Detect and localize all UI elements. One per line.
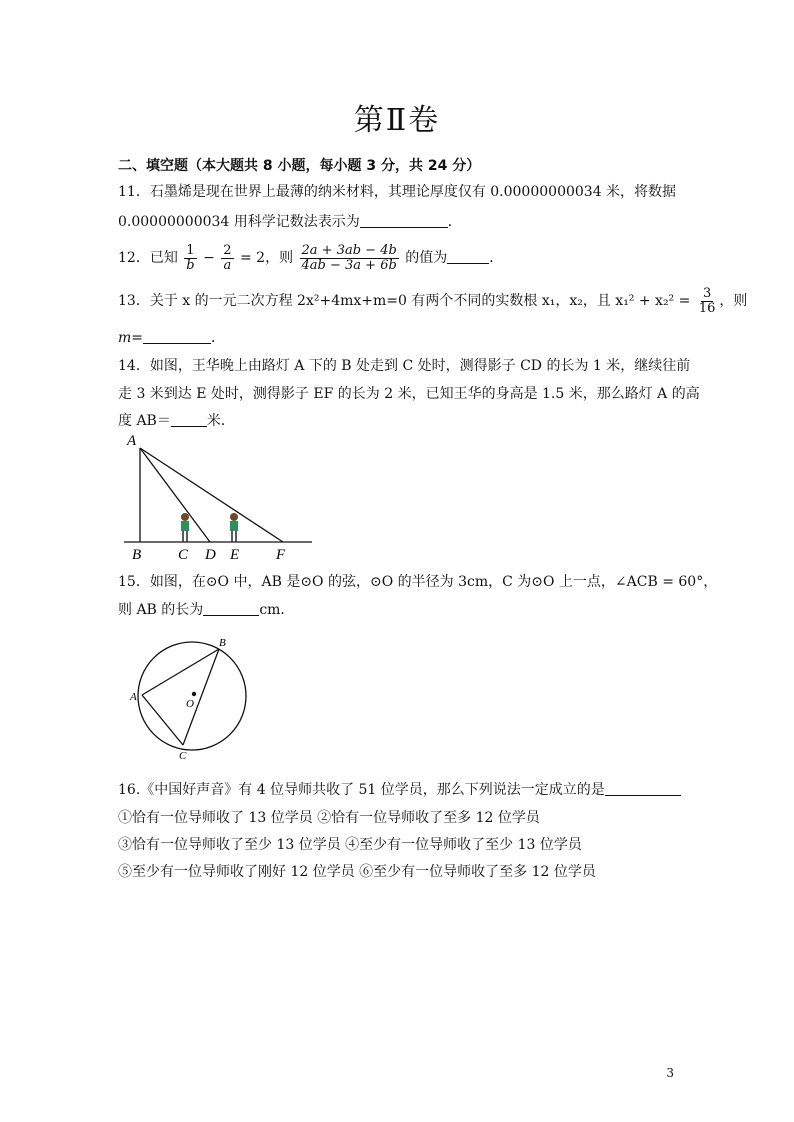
q11-line2: 0.00000000034 用科学记数法表示为 ． [118,214,462,230]
q13-frac-den: 16 [698,300,716,316]
q15-chord-ab [142,649,219,695]
q12-frac1-den: b [186,257,195,273]
q15-center-point [192,692,196,696]
q14-label-c: C [178,547,189,563]
q13-line2: m= ． [118,330,226,346]
q12-suffix: 的值为 [405,250,448,266]
q11-answer-blank [360,213,448,228]
q15-line2 [118,600,294,620]
q13-line1 [118,286,747,316]
q14-label-e: E [230,547,240,563]
q14-line1: 14．如图，王华晚上由路灯 A 下的 B 处走到 C 处时，测得影子 CD 的长为 1 米，继续往前 [118,358,691,374]
q15-circle-diagram [126,632,256,764]
q15-chord-ac [142,695,183,745]
q15-line2-text: 则 AB 的长为 [118,602,204,618]
q14-ray-ad [140,448,210,542]
q16-text: 16.《中国好声音》有 4 位导师共收了 51 位学员，那么下列说法一定成立的是 [118,782,605,798]
q12-minus: − [203,250,215,266]
q12-line: 12．已知 $\frac{1}{b}$ − $\frac{2}{a}$ = 2，则 $\frac{2a + 3ab - 4b}{4ab - 3a + 6b}$ 的值为 ． [118,242,504,273]
q15-chord-bc [183,649,219,745]
q14-person-c [181,513,189,542]
q14-label-f: F [276,547,286,563]
q16-options-2: ③恰有一位导师收了至少 13 位学员 ④至少有一位导师收了至少 13 位学员 [118,837,582,853]
q12-frac3-den: 4ab − 3a + 6b [301,257,397,273]
q16-answer-blank [605,781,681,796]
q15-line2-end: cm． [259,602,295,618]
q14-ray-af [140,448,283,542]
q13-text: 13．关于 x 的一元二次方程 2x²+4mx+m=0 有两个不同的实数根 x₁，x₂，且 x₁² + x₂² = [118,293,691,309]
section-header: 二、填空题（本大题共 8 小题，每小题 3 分，共 24 分） [118,158,481,174]
q11-text: 0.00000000034 用科学记数法表示为 [118,214,360,230]
q15-answer-blank [203,601,259,616]
q12-frac3-num: 2a + 3ab − 4b [301,242,397,258]
q13-frac [697,287,718,316]
q12-frac2 [221,244,233,273]
q12-frac3 [300,244,399,273]
q12-frac1 [184,244,196,273]
q14-label-a: A [127,433,137,449]
q14-line3 [118,411,235,431]
q14-answer-blank [171,412,207,427]
q15-label-c: C [179,750,187,762]
q16-line1 [118,780,681,800]
q15-label-b: B [219,637,226,649]
q15-circle [138,642,246,750]
page-number: 3 [666,1066,674,1080]
q12-frac2-num: 2 [223,242,232,258]
q12-frac1-num: 1 [186,242,195,258]
page-title: 第Ⅱ卷 [353,103,441,138]
q13-m-label: m= [118,330,144,346]
q12-frac2-den: a [223,257,232,273]
q14-lamp-diagram [118,432,318,566]
q14-line2: 走 3 米到达 E 处时，测得影子 EF 的长为 2 米，已知王华的身高是 1.5 米，那么路灯 A 的高 [118,386,700,402]
q14-person-e [230,513,238,542]
q16-options-1: ①恰有一位导师收了 13 位学员 ②恰有一位导师收了至多 12 位学员 [118,810,540,826]
q14-label-d: D [205,547,216,563]
q11-line1: 11．石墨烯是现在世界上最薄的纳米材料，其理论厚度仅有 0.00000000034 米，将数据 [118,184,677,200]
q16-options-3: ⑤至少有一位导师收了刚好 12 位学员 ⑥至少有一位导师收了至多 12 位学员 [118,864,596,880]
q15-label-a: A [130,691,137,703]
q14-line3-end: 米． [206,413,235,429]
q13-frac-num: 3 [702,285,712,301]
q14-line3-text: 度 AB＝ [118,413,171,429]
q15-line1: 15．如图，在⊙O 中，AB 是⊙O 的弦，⊙O 的半径为 3cm，C 为⊙O 上一点，∠ACB = 60°， [118,574,718,590]
q13-tail: ，则 [719,293,748,309]
q13-answer-blank [143,329,211,344]
q12-eq: = 2，则 [239,250,294,266]
q14-label-b: B [132,547,142,563]
q15-label-o: O [186,698,194,710]
q12-prefix: 12．已知 [118,250,178,266]
q12-answer-blank [447,249,489,264]
